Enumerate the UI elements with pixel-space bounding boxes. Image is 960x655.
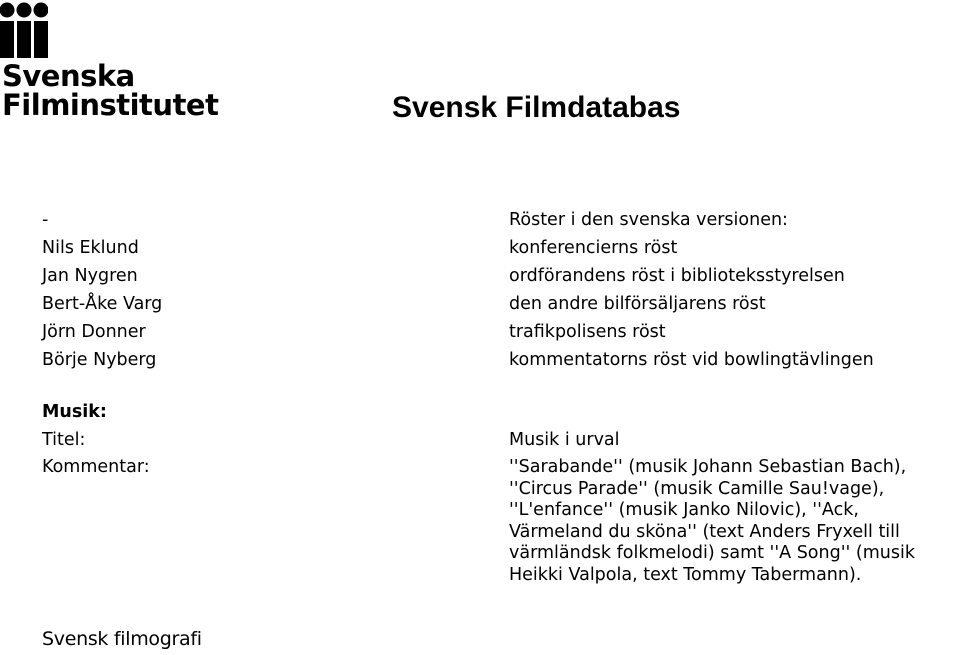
credit-name: Nils Eklund [42,238,139,258]
credit-name: Bert-Åke Varg [42,294,163,314]
credits-names-list [42,206,162,374]
logo-line-2: Filminstitutet [2,88,219,122]
logo-wordmark [2,59,219,122]
filmography-heading: Svensk filmografi [42,628,202,650]
credit-role: ordförandens röst i biblioteksstyrelsen [509,266,845,286]
music-comment-value: ''Sarabande'' (musik Johann Sebastian Bach), ''Circus Parade'' (musik Camille Sau!vage), ''L'enfance'' (musik Janko Nilovic), ''Ack, Värmeland du sköna'' (text Anders Fryxell till värmländsk folkmelodi) samt ''A Song'' (musik Heikki Valpola, text Tommy Tabermann). [509,457,915,585]
credit-role: trafikpolisens röst [509,322,666,342]
logo-line-1: Svenska [2,59,135,93]
music-title-label: Titel: [42,430,86,450]
credit-name: Börje Nyberg [42,350,157,370]
credit-name: Jan Nygren [42,266,138,286]
music-title-value: Musik i urval [509,430,620,450]
credit-role: kommentatorns röst vid bowlingtävlingen [509,350,874,370]
credits-roles-list [509,206,874,374]
credit-role: konferencierns röst [509,238,678,258]
page-title: Svensk Filmdatabas [392,91,681,124]
credit-role: den andre bilförsäljarens röst [509,294,766,314]
credit-role: Röster i den svenska versionen: [509,210,788,230]
music-heading: Musik: [42,402,107,422]
credit-name: Jörn Donner [42,322,146,342]
logo-dots-icon [0,0,48,60]
svenska-filminstitutet-logo [0,0,219,130]
music-comment-label: Kommentar: [42,457,150,477]
credit-name: - [42,210,49,230]
